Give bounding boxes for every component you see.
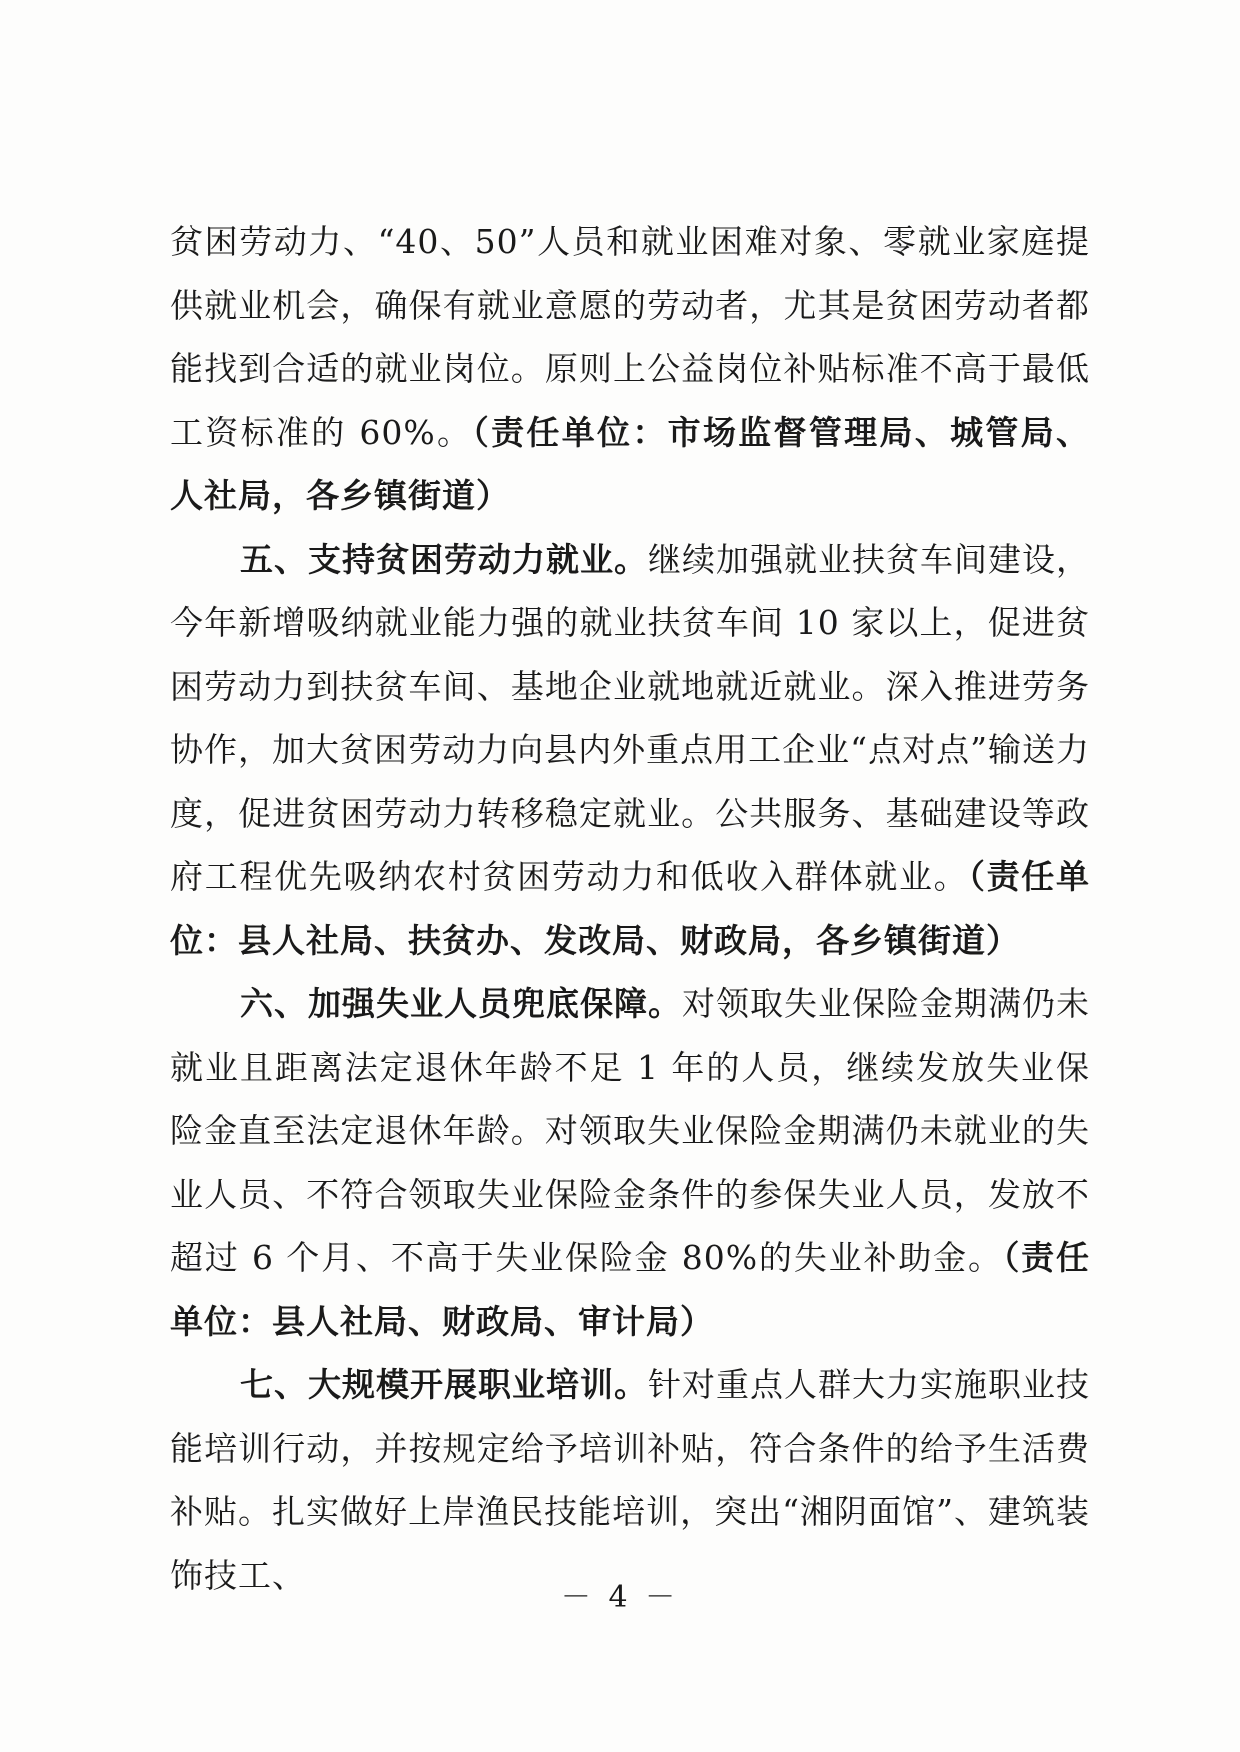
paragraph-section-six [170, 972, 1090, 1353]
paragraph-text: 继续加强就业扶贫车间建设，今年新增吸纳就业能力强的就业扶贫车间 10 家以上，促进贫困劳动力到扶贫车间、基地企业就地就近就业。深入推进劳务协作，加大贫困劳动力向县内外重点用工企业“点对点”输送力度，促进贫困劳动力转移稳定就业。公共服务、基础建设等政府工程优先吸纳农村贫困劳动力和低收入群体就业。 [170, 539, 1090, 896]
paragraph-section-seven [170, 1353, 1090, 1607]
page-number: － 4 － [560, 1580, 680, 1615]
document-body [170, 210, 1090, 1607]
paragraph-public-welfare-posts [170, 210, 1090, 528]
responsibility-note: （责任单位：县人社局、财政局、审计局） [170, 1238, 1091, 1341]
responsibility-note: （责任单位：县人社局、扶贫办、发改局、财政局，各乡镇街道） [170, 857, 1091, 960]
section-heading: 七、大规模开展职业培训。 [240, 1365, 648, 1404]
paragraph-section-five [170, 528, 1090, 973]
paragraph-text: 针对重点人群大力实施职业技能培训行动，并按规定给予培训补贴，符合条件的给予生活费补贴。扎实做好上岸渔民技能培训，突出“湘阴面馆”、建筑装饰技工、 [170, 1365, 1090, 1595]
paragraph-text: 对领取失业保险金期满仍未就业且距离法定退休年龄不足 1 年的人员，继续发放失业保险金直至法定退休年龄。对领取失业保险金期满仍未就业的失业人员、不符合领取失业保险金条件的参保失业人员，发放不超过 6 个月、不高于失业保险金 80%的失业补助金。 [170, 984, 1090, 1277]
section-heading: 五、支持贫困劳动力就业。 [240, 539, 648, 579]
section-heading: 六、加强失业人员兜底保障。 [240, 984, 682, 1023]
paragraph-text: 贫困劳动力、“40、50”人员和就业困难对象、零就业家庭提供就业机会，确保有就业意愿的劳动者，尤其是贫困劳动者都能找到合适的就业岗位。原则上公益岗位补贴标准不高于最低工资标准的 60%。 [170, 222, 1090, 452]
responsibility-note: （责任单位：市场监督管理局、城管局、人社局，各乡镇街道） [170, 412, 1091, 515]
